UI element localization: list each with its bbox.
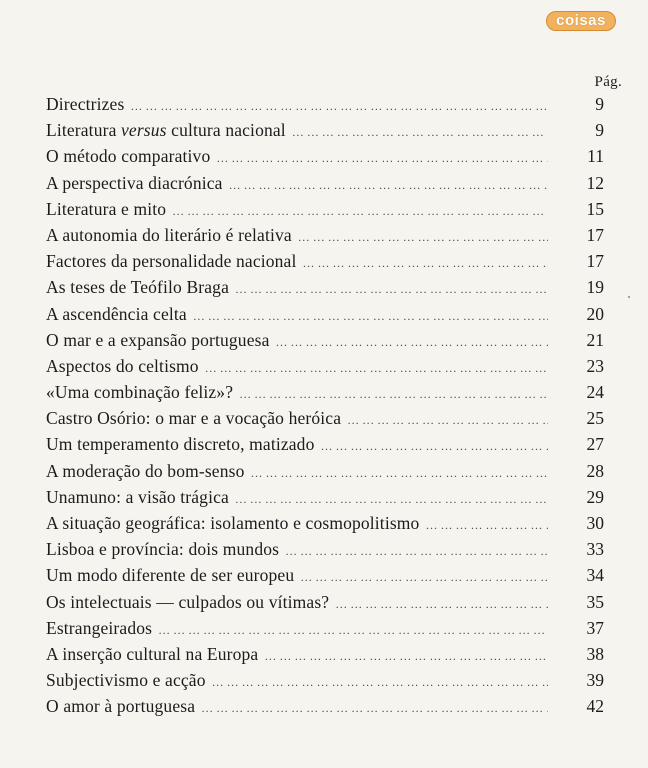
toc-entry <box>46 461 604 487</box>
dot-leader <box>172 204 548 219</box>
toc-entry-page: 39 <box>586 670 604 691</box>
table-of-contents <box>46 94 604 723</box>
dot-leader <box>264 649 548 664</box>
toc-entry-title: Literatura e mito <box>46 198 167 219</box>
toc-entry-page: 9 <box>595 120 604 141</box>
toc-entry <box>46 120 604 146</box>
toc-entry-title: A inserção cultural na Europa <box>46 643 259 664</box>
toc-entry-page: 42 <box>586 696 604 717</box>
toc-entry <box>46 173 604 199</box>
toc-entry <box>46 356 604 382</box>
toc-entry <box>46 644 604 670</box>
dot-leader <box>216 151 548 166</box>
dot-leader <box>347 413 548 428</box>
toc-entry <box>46 408 604 434</box>
toc-entry-title: Lisboa e província: dois mundos <box>46 539 280 560</box>
toc-entry-page: 24 <box>586 382 604 403</box>
toc-entry-page: 28 <box>586 460 604 481</box>
title-part: cultura nacional <box>166 120 286 141</box>
toc-entry-page: 20 <box>586 303 604 324</box>
toc-entry <box>46 592 604 618</box>
toc-entry-page: 9 <box>595 94 604 114</box>
toc-entry-page: 33 <box>586 539 604 560</box>
dot-leader <box>250 466 548 481</box>
toc-entry-title: Aspectos do celtismo <box>46 355 199 376</box>
dot-leader <box>212 675 548 690</box>
toc-entry <box>46 565 604 591</box>
dot-leader <box>302 256 548 271</box>
toc-entry-page: 37 <box>586 617 604 638</box>
dot-leader <box>300 570 548 585</box>
toc-entry <box>46 513 604 539</box>
dot-leader <box>425 518 548 533</box>
toc-entry <box>46 618 604 644</box>
toc-entry <box>46 382 604 408</box>
toc-entry-title: A autonomia do literário é relativa <box>46 224 292 245</box>
toc-entry-title: Factores da personalidade nacional <box>46 251 297 272</box>
toc-entry-page: 23 <box>586 355 604 376</box>
toc-entry <box>46 304 604 330</box>
dot-leader <box>229 178 548 193</box>
toc-entry-title: Um modo diferente de ser europeu <box>46 565 295 586</box>
toc-entry-page: 12 <box>586 172 604 193</box>
toc-entry-title: A ascendência celta <box>46 303 187 324</box>
toc-entry-page: 15 <box>586 198 604 219</box>
toc-entry <box>46 539 604 565</box>
dot-leader <box>158 623 548 638</box>
toc-entry-title: A situação geográfica: isolamento e cosmopolitismo <box>46 513 420 533</box>
toc-entry-page: 38 <box>586 643 604 664</box>
toc-entry-title: Directrizes <box>46 94 125 114</box>
toc-entry-page: 21 <box>586 329 604 350</box>
toc-entry-page: 35 <box>586 591 604 612</box>
toc-entry-page: 30 <box>586 513 604 533</box>
toc-entry-title: Subjectivismo e acção <box>46 670 206 691</box>
toc-entry-page: 17 <box>586 251 604 272</box>
toc-entry <box>46 487 604 513</box>
toc-entry-title: Unamuno: a visão trágica <box>46 486 229 507</box>
paper-speck <box>628 296 630 298</box>
toc-entry <box>46 199 604 225</box>
toc-entry <box>46 696 604 722</box>
toc-entry <box>46 670 604 696</box>
toc-entry-title: O amor à portuguesa <box>46 696 196 717</box>
dot-leader <box>285 544 548 559</box>
toc-entry-title <box>46 120 292 141</box>
toc-entry-title: O mar e a expansão portuguesa <box>46 329 270 350</box>
toc-entry-title: Os intelectuais — culpados ou vítimas? <box>46 591 330 612</box>
toc-entry <box>46 94 604 120</box>
title-part: Literatura <box>46 120 122 141</box>
toc-entry <box>46 434 604 460</box>
dot-leader <box>235 282 548 297</box>
dot-leader <box>298 230 548 245</box>
toc-entry-title: As teses de Teófilo Braga <box>46 277 229 298</box>
toc-entry <box>46 146 604 172</box>
dot-leader <box>292 125 548 140</box>
dot-leader <box>335 597 548 612</box>
toc-entry-title: O método comparativo <box>46 146 211 167</box>
dot-leader <box>320 439 548 454</box>
toc-entry-title: Estrangeirados <box>46 617 153 638</box>
toc-entry-title: A perspectiva diacrónica <box>46 172 223 193</box>
toc-entry <box>46 330 604 356</box>
toc-entry-title: Um temperamento discreto, matizado <box>46 434 315 455</box>
toc-entry <box>46 225 604 251</box>
toc-entry-page: 27 <box>586 434 604 455</box>
toc-entry-title: Castro Osório: o mar e a vocação heróica <box>46 408 342 429</box>
toc-entry <box>46 277 604 303</box>
toc-entry <box>46 251 604 277</box>
toc-entry-title: A moderação do bom-senso <box>46 460 245 481</box>
dot-leader <box>235 492 548 507</box>
toc-entry-page: 29 <box>586 486 604 507</box>
toc-entry-page: 19 <box>586 277 604 298</box>
toc-entry-title: «Uma combinação feliz»? <box>46 382 234 403</box>
dot-leader <box>193 309 548 324</box>
dot-leader <box>130 99 548 114</box>
dot-leader <box>201 701 548 716</box>
toc-entry-page: 11 <box>587 146 604 167</box>
watermark-logo: coisas <box>546 11 616 31</box>
dot-leader <box>239 387 548 402</box>
dot-leader <box>205 361 548 376</box>
title-italic-part: versus <box>121 120 167 141</box>
dot-leader <box>276 335 548 350</box>
toc-entry-page: 25 <box>586 408 604 429</box>
toc-entry-page: 17 <box>586 224 604 245</box>
toc-entry-page: 34 <box>586 565 604 586</box>
page-column-header: Pág. <box>594 74 622 90</box>
